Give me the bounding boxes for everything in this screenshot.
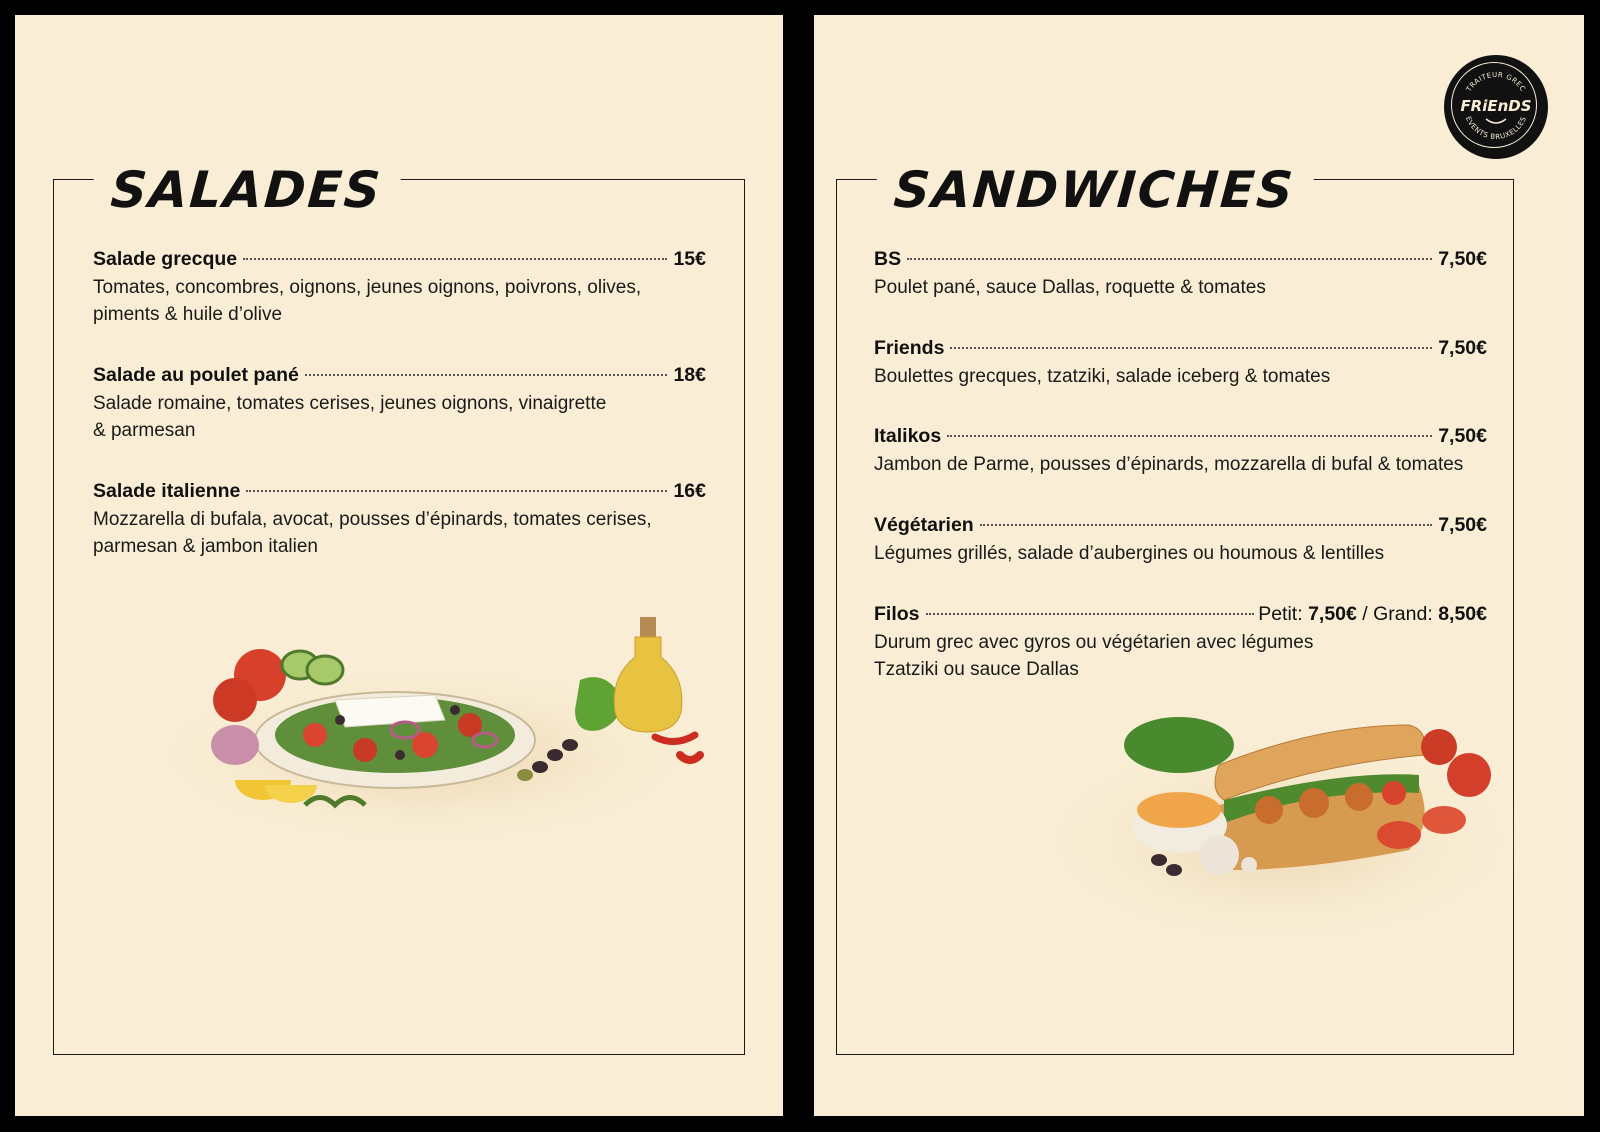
item-name: BS — [874, 248, 902, 270]
item-description: Boulettes grecques, tzatziki, salade iceberg & tomates — [874, 366, 1331, 387]
dot-leader — [305, 374, 668, 376]
menu-item — [93, 480, 706, 560]
dot-leader — [980, 524, 1432, 526]
item-name: Italikos — [874, 425, 942, 447]
sandwich-illustration — [1039, 705, 1519, 945]
logo-mark — [1446, 57, 1546, 157]
salades-page — [15, 15, 783, 1116]
item-price: 7,50€ — [1438, 248, 1487, 270]
item-description — [93, 390, 706, 444]
item-name: Filos — [874, 603, 920, 625]
menu-item — [874, 248, 1487, 301]
description-line: Durum grec avec gyros ou végétarien avec légumes — [874, 632, 1314, 653]
description-line: Tzatziki ou sauce Dallas — [874, 659, 1079, 680]
salades-title: SALADES — [91, 155, 403, 225]
item-description: Jambon de Parme, pousses d’épinards, mozzarella di bufal & tomates — [874, 454, 1464, 475]
menu-item — [93, 248, 706, 328]
svg-text:EVENTS BRUXELLES — [1464, 115, 1528, 141]
logo-name: FRiEnDS — [1460, 97, 1532, 115]
dot-leader — [947, 435, 1432, 437]
sandwiches-title: SANDWICHES — [874, 155, 1315, 225]
menu-item-filos — [874, 603, 1487, 683]
dot-leader — [926, 613, 1255, 615]
svg-text:TRAITEUR GREC — [1464, 71, 1527, 94]
description-line: Salade romaine, tomates cerises, jeunes oignons, vinaigrette — [93, 393, 607, 414]
item-price: 16€ — [673, 480, 706, 502]
friends-logo — [1444, 55, 1548, 159]
dot-leader — [246, 490, 667, 492]
description-line: Mozzarella di bufala, avocat, pousses d’épinards, tomates cerises, — [93, 509, 652, 530]
sandwiches-page — [814, 15, 1584, 1116]
dot-leader — [950, 347, 1432, 349]
dot-leader — [243, 258, 667, 260]
menu-item — [874, 425, 1487, 478]
item-description — [874, 629, 1487, 683]
item-price: 7,50€ — [1438, 514, 1487, 536]
grand-price: 8,50€ — [1438, 603, 1487, 625]
menu-item — [874, 514, 1487, 567]
item-price: 7,50€ — [1438, 425, 1487, 447]
item-price: 7,50€ — [1438, 337, 1487, 359]
menu-item — [93, 364, 706, 444]
item-description: Légumes grillés, salade d’aubergines ou houmous & lentilles — [874, 543, 1385, 564]
description-line: parmesan & jambon italien — [93, 536, 318, 557]
item-name: Salade grecque — [93, 248, 238, 270]
item-name: Végétarien — [874, 514, 974, 536]
item-price: 18€ — [673, 364, 706, 386]
item-name: Friends — [874, 337, 945, 359]
grand-label: Grand: — [1373, 603, 1433, 625]
logo-bottom-text: EVENTS BRUXELLES — [1463, 115, 1529, 142]
petit-label: Petit: — [1258, 603, 1303, 625]
item-description — [93, 506, 706, 560]
petit-price: 7,50€ — [1308, 603, 1357, 625]
item-name: Salade italienne — [93, 480, 241, 502]
item-description — [93, 274, 706, 328]
item-name: Salade au poulet pané — [93, 364, 299, 386]
description-line: Tomates, concombres, oignons, jeunes oignons, poivrons, olives, — [93, 277, 642, 298]
dot-leader — [907, 258, 1432, 260]
greek-salad-illustration — [125, 605, 745, 845]
item-price: 15€ — [673, 248, 706, 270]
description-line: & parmesan — [93, 420, 196, 441]
description-line: piments & huile d’olive — [93, 304, 283, 325]
item-description: Poulet pané, sauce Dallas, roquette & tomates — [874, 277, 1266, 298]
menu-item — [874, 337, 1487, 390]
logo-top-text: TRAITEUR GREC — [1464, 70, 1528, 94]
price-separator: / — [1362, 603, 1368, 625]
